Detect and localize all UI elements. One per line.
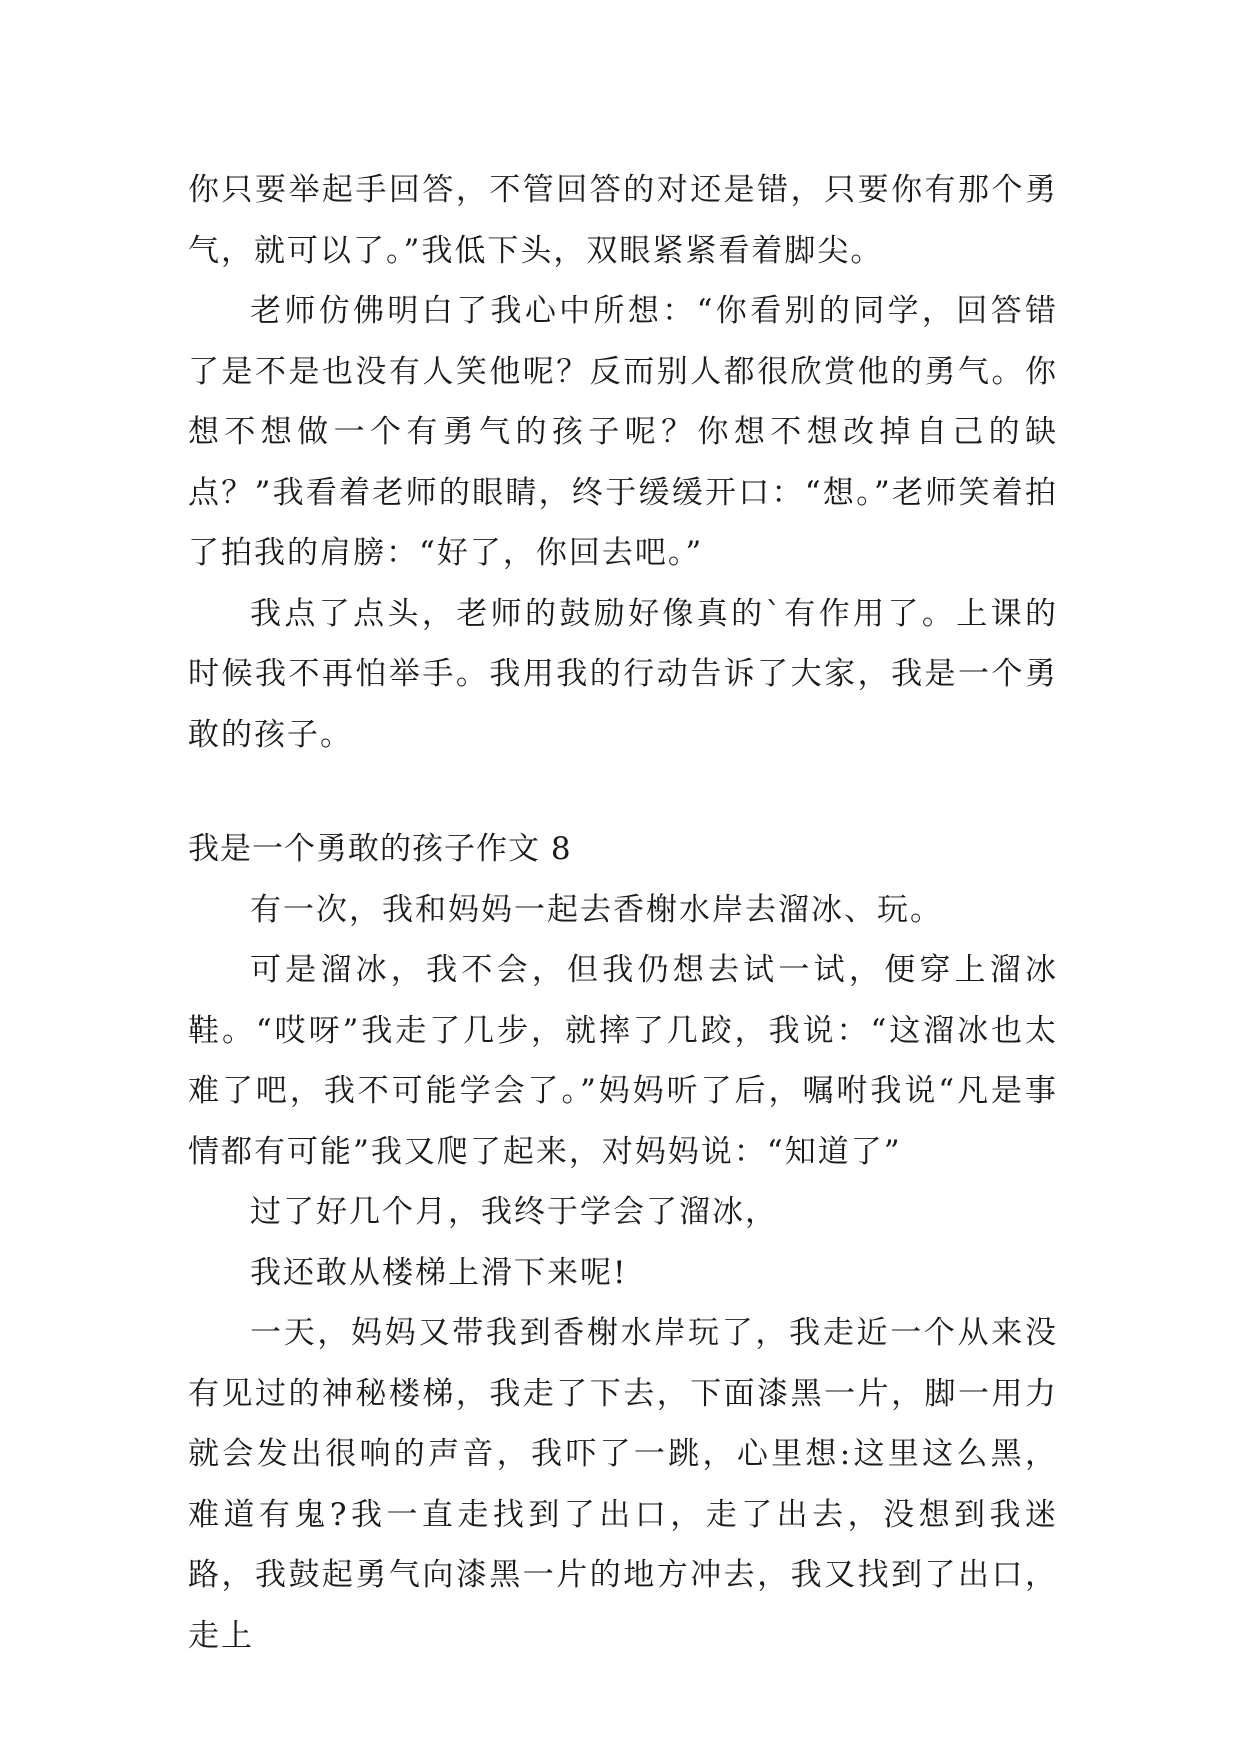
paragraph-1: 你只要举起手回答，不管回答的对还是错，只要你有那个勇气，就可以了。”我低下头，双眼紧紧看着脚尖。 <box>188 172 1058 269</box>
paragraph-5: 可是溜冰，我不会，但我仍想去试一试，便穿上溜冰鞋。“哎呀”我走了几步，就摔了几跤，我说：“这溜冰也太难了吧，我不可能学会了。”妈妈听了后，嘱咐我说“凡是事情都有可能”我又爬了起来，对妈妈说：“知道了” <box>188 952 1058 1170</box>
document-body <box>188 160 1058 1666</box>
paragraph-3: 我点了点头，老师的鼓励好像真的`有作用了。上课的时候我不再怕举手。我用我的行动告诉了大家，我是一个勇敢的孩子。 <box>188 595 1058 753</box>
paragraph-6: 过了好几个月，我终于学会了溜冰， <box>250 1194 778 1230</box>
section-title: 我是一个勇敢的孩子作文 8 <box>188 831 572 867</box>
paragraph-2: 老师仿佛明白了我心中所想：“你看别的同学，回答错了是不是也没有人笑他呢？反而别人都很欣赏他的勇气。你想不想做一个有勇气的孩子呢？你想不想改掉自己的缺点？”我看着老师的眼睛，终于缓缓开口：“想。”老师笑着拍了拍我的肩膀：“好了，你回去吧。” <box>188 293 1058 571</box>
paragraph-4: 有一次，我和妈妈一起去香榭水岸去溜冰、玩。 <box>250 891 943 928</box>
paragraph-7: 我还敢从楼梯上滑下来呢! <box>250 1254 628 1291</box>
paragraph-8: 一天，妈妈又带我到香榭水岸玩了，我走近一个从来没有见过的神秘楼梯，我走了下去，下面漆黑一片，脚一用力就会发出很响的声音，我吓了一跳，心里想:这里这么黑，难道有鬼?我一直走找到了出口，走了出去，没想到我迷路，我鼓起勇气向漆黑一片的地方冲去，我又找到了出口，走上 <box>188 1315 1058 1654</box>
